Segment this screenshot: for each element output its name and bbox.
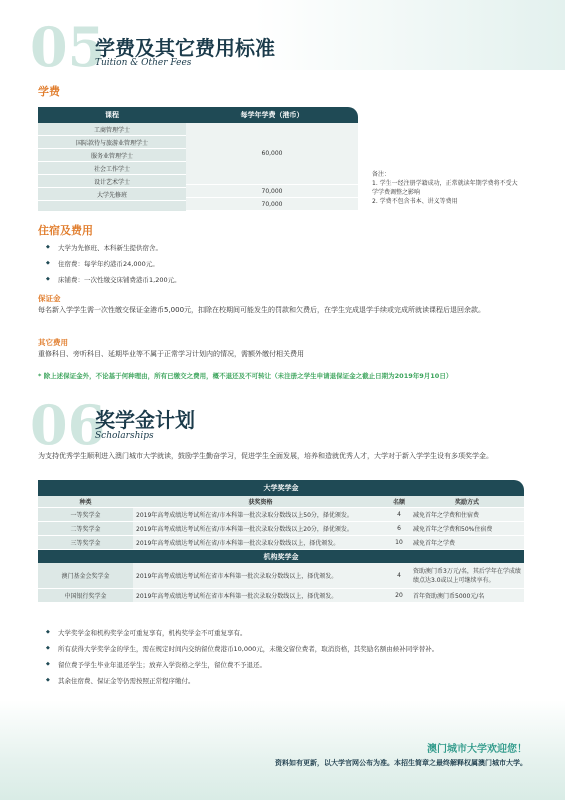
- requirement-cell: 2019年高考成绩达考试所在省市本科第一批次录取分数线以上，择优颁发。: [133, 563, 388, 588]
- fee-cell: 70,000: [186, 198, 358, 211]
- section-title: 奖学金计划: [95, 408, 195, 432]
- note-item: 2. 学费不包含书本、讲义等费用: [372, 198, 458, 205]
- column-header: 奖励方式: [410, 496, 524, 507]
- scholarship-intro: 为支持优秀学生顺利进入澳门城市大学就读，鼓励学生勤奋学习，促进学生全面发展，培养和造就优秀人才，大学对于新入学学生设有多项奖学金。: [38, 452, 493, 460]
- column-header: 种类: [38, 496, 133, 507]
- requirement-cell: 2019年高考成绩达考试所在省市本科第一批次录取分数线以上，择优颁发。: [133, 589, 388, 602]
- requirement-cell: 2019年高考成绩达考试所在省/市本科第一批次录取分数线以上50分，择优颁发。: [133, 508, 388, 521]
- quota-cell: 4: [388, 508, 410, 521]
- deposit-heading: 保证金: [38, 294, 61, 303]
- scholarship-bullet: ◆ 其余住宿费、保证金等仍需按照正常程序缴付。: [58, 676, 195, 685]
- section-subtitle: Scholarships: [95, 431, 154, 441]
- award-cell: 首年资助澳门币5000元/名: [410, 589, 524, 602]
- other-fees-text: 重修科目、旁听科目、延期毕业等不属于正常学习计划内的情况，需额外缴付相关费用: [38, 350, 304, 358]
- accommodation-item: ◆ 床铺费：一次性缴交床铺费港币1,200元。: [58, 275, 181, 284]
- quota-cell: 6: [388, 522, 410, 535]
- scholarship-bullet: ◆ 所有获得大学奖学金的学生，需在规定时间内交纳留位费港币10,000元，未缴交留位费者，取消资格，其奖励名额由候补同学替补。: [58, 644, 438, 653]
- note-item: 1. 学生一经注册学籍成功，正常就读年期学费将不受大学学费调整之影响: [372, 180, 518, 196]
- table-header-row: [38, 496, 524, 508]
- scholarship-bullet: ◆ 留位费予学生毕业年退还学生；放弃入学资格之学生，留位费不予退还。: [58, 660, 266, 669]
- program-cell: 设计艺术学士: [38, 175, 186, 188]
- section-number: 05: [30, 15, 106, 79]
- table-row: [38, 508, 524, 522]
- scholarship-bullet: ◆ 大学奖学金和机构奖学金可重复享有，机构奖学金不可重复享有。: [58, 628, 247, 637]
- fee-cell: 60,000: [186, 123, 358, 185]
- type-cell: 三等奖学金: [38, 536, 133, 549]
- accommodation-item: ◆ 住宿费：每学年约港币24,000元。: [58, 259, 159, 268]
- fee-notes: [372, 170, 522, 206]
- table-row: [38, 536, 524, 550]
- column-header: 名额: [388, 496, 410, 507]
- column-header: 每学年学费（港币）: [240, 111, 304, 119]
- type-cell: 中国银行奖学金: [38, 589, 133, 602]
- quota-cell: 10: [388, 536, 410, 549]
- quota-cell: 20: [388, 589, 410, 602]
- award-cell: 减免首年之学费和50%住宿费: [410, 522, 524, 535]
- column-header: 获奖资格: [133, 496, 388, 507]
- program-cell: 服务业管理学士: [38, 149, 186, 162]
- deposit-text: 每名新入学学生需一次性缴交保证金港币5,000元，扣除在校期间可能发生的罚款和欠费后，在学生完成退学手续或完成所就读课程后退回余款。: [38, 306, 486, 314]
- requirement-cell: 2019年高考成绩达考试所在省/市本科第一批次录取分数线以上，择优颁发。: [133, 536, 388, 549]
- fee-table: [38, 107, 358, 211]
- program-cell: 国际款待与旅游业管理学士: [38, 136, 186, 149]
- welcome-text: 澳门城市大学欢迎您！: [427, 744, 527, 755]
- table-row: [38, 589, 524, 603]
- table-row: [38, 563, 524, 589]
- requirement-cell: 2019年高考成绩达考试所在省/市本科第一批次录取分数线以上20分，择优颁发。: [133, 522, 388, 535]
- university-scholarship-band: 大学奖学金: [38, 480, 524, 496]
- notes-title: 备注：: [372, 171, 391, 178]
- type-cell: 一等奖学金: [38, 508, 133, 521]
- type-cell: 二等奖学金: [38, 522, 133, 535]
- award-cell: 资助澳门币3万元/名，其后学年在学成绩绩点达3.0或以上可继续享有。: [410, 563, 524, 588]
- refund-note: * 除上述保证金外，不论基于何种理由，所有已缴交之费用，概不退还及不可转让（未注册之学生申请退保证金之截止日期为2019年9月10日）: [38, 372, 453, 380]
- fee-table-header: [38, 107, 358, 123]
- accommodation-item: ◆ 大学为先修班、本科新生提供宿舍。: [58, 243, 162, 252]
- program-cell: 大学先修班: [38, 188, 186, 201]
- fee-cell: 70,000: [186, 185, 358, 198]
- column-header: 课程: [105, 111, 119, 119]
- section-subtitle: Tuition & Other Fees: [95, 58, 192, 68]
- award-cell: 减免首年之学费和住宿费: [410, 508, 524, 521]
- program-cell: 工商管理学士: [38, 123, 186, 136]
- program-cell: 社会工作学士: [38, 162, 186, 175]
- accommodation-heading: 住宿及费用: [38, 224, 93, 237]
- tuition-heading: 学费: [38, 85, 60, 98]
- award-cell: 减免首年之学费: [410, 536, 524, 549]
- quota-cell: 4: [388, 563, 410, 588]
- other-fees-heading: 其它费用: [38, 338, 68, 347]
- institution-scholarship-band: 机构奖学金: [38, 550, 524, 563]
- scholarship-table: [38, 480, 524, 603]
- type-cell: 澳门基金会奖学金: [38, 563, 133, 588]
- table-row: [38, 522, 524, 536]
- section-title: 学费及其它费用标准: [95, 36, 275, 60]
- section-number: 06: [30, 393, 106, 457]
- disclaimer-text: 资料如有更新，以大学官网公布为准。本招生简章之最终解释权属澳门城市大学。: [275, 759, 527, 767]
